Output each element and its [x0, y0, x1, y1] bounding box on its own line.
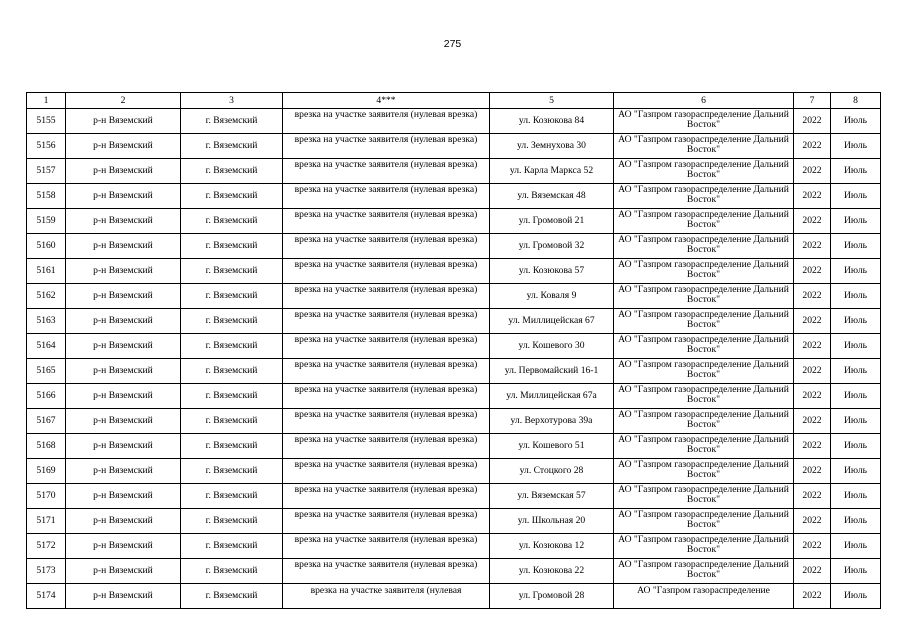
data-table — [26, 92, 881, 609]
organization-cell — [614, 434, 794, 459]
work-type-cell — [283, 284, 490, 309]
work-type-text: врезка на участке заявителя (нулевая врезка) — [294, 409, 478, 420]
month-cell: Июль — [831, 334, 881, 359]
district-cell: р-н Вяземский — [66, 484, 181, 509]
organization-text: АО "Газпром газораспределение Дальний Восток" — [618, 384, 789, 405]
year-cell: 2022 — [794, 334, 831, 359]
table-row — [27, 209, 881, 234]
address-cell: ул. Козюкова 57 — [490, 259, 614, 284]
row-number-cell: 5173 — [27, 559, 66, 584]
header-cell: 1 — [27, 93, 66, 109]
row-number-cell: 5160 — [27, 234, 66, 259]
district-cell: р-н Вяземский — [66, 159, 181, 184]
address-cell: ул. Козюкова 22 — [490, 559, 614, 584]
month-cell: Июль — [831, 534, 881, 559]
work-type-text: врезка на участке заявителя (нулевая врезка) — [294, 234, 478, 245]
header-cell: 6 — [614, 93, 794, 109]
address-cell: ул. Вяземская 57 — [490, 484, 614, 509]
month-cell: Июль — [831, 384, 881, 409]
city-cell: г. Вяземский — [181, 409, 283, 434]
month-cell: Июль — [831, 434, 881, 459]
row-number-cell: 5167 — [27, 409, 66, 434]
month-cell: Июль — [831, 159, 881, 184]
row-number-cell: 5171 — [27, 509, 66, 534]
row-number-cell: 5168 — [27, 434, 66, 459]
year-cell: 2022 — [794, 434, 831, 459]
work-type-cell — [283, 309, 490, 334]
organization-text: АО "Газпром газораспределение Дальний Восток" — [618, 159, 789, 180]
work-type-cell — [283, 259, 490, 284]
address-cell: ул. Козюкова 12 — [490, 534, 614, 559]
table-row — [27, 184, 881, 209]
district-cell: р-н Вяземский — [66, 234, 181, 259]
organization-cell — [614, 509, 794, 534]
year-cell: 2022 — [794, 259, 831, 284]
page-number: 275 — [443, 38, 462, 50]
organization-cell — [614, 234, 794, 259]
month-cell: Июль — [831, 484, 881, 509]
year-cell: 2022 — [794, 584, 831, 609]
district-cell: р-н Вяземский — [66, 309, 181, 334]
organization-cell — [614, 459, 794, 484]
year-cell: 2022 — [794, 209, 831, 234]
row-number-cell: 5164 — [27, 334, 66, 359]
table-row — [27, 484, 881, 509]
organization-cell — [614, 534, 794, 559]
header-cell: 4*** — [283, 93, 490, 109]
address-cell: ул. Земнухова 30 — [490, 134, 614, 159]
district-cell: р-н Вяземский — [66, 259, 181, 284]
table-row — [27, 509, 881, 534]
organization-text: АО "Газпром газораспределение Дальний Восток" — [618, 359, 789, 380]
organization-cell — [614, 209, 794, 234]
organization-cell — [614, 159, 794, 184]
district-cell: р-н Вяземский — [66, 134, 181, 159]
year-cell: 2022 — [794, 409, 831, 434]
header-cell: 8 — [831, 93, 881, 109]
address-cell: ул. Громовой 28 — [490, 584, 614, 609]
address-cell: ул. Карла Маркса 52 — [490, 159, 614, 184]
work-type-cell — [283, 109, 490, 134]
month-cell: Июль — [831, 259, 881, 284]
district-cell: р-н Вяземский — [66, 584, 181, 609]
city-cell: г. Вяземский — [181, 534, 283, 559]
header-cell: 5 — [490, 93, 614, 109]
organization-cell — [614, 384, 794, 409]
work-type-cell — [283, 409, 490, 434]
table-row — [27, 334, 881, 359]
city-cell: г. Вяземский — [181, 384, 283, 409]
organization-cell — [614, 134, 794, 159]
organization-text: АО "Газпром газораспределение Дальний Восток" — [618, 259, 789, 280]
work-type-cell — [283, 209, 490, 234]
organization-text: АО "Газпром газораспределение Дальний Восток" — [618, 234, 789, 255]
work-type-cell — [283, 484, 490, 509]
organization-text: АО "Газпром газораспределение Дальний Восток" — [618, 509, 789, 530]
organization-text: АО "Газпром газораспределение Дальний Восток" — [618, 309, 789, 330]
work-type-cell — [283, 384, 490, 409]
district-cell: р-н Вяземский — [66, 384, 181, 409]
work-type-cell — [283, 509, 490, 534]
work-type-text: врезка на участке заявителя (нулевая врезка) — [294, 184, 478, 195]
row-number-cell: 5162 — [27, 284, 66, 309]
row-number-cell: 5170 — [27, 484, 66, 509]
work-type-text: врезка на участке заявителя (нулевая врезка) — [294, 359, 478, 370]
header-row — [27, 93, 881, 109]
address-cell: ул. Первомайский 16-1 — [490, 359, 614, 384]
month-cell: Июль — [831, 409, 881, 434]
city-cell: г. Вяземский — [181, 209, 283, 234]
work-type-cell — [283, 459, 490, 484]
row-number-cell: 5157 — [27, 159, 66, 184]
organization-cell — [614, 184, 794, 209]
work-type-text: врезка на участке заявителя (нулевая врезка) — [294, 159, 478, 170]
city-cell: г. Вяземский — [181, 509, 283, 534]
year-cell: 2022 — [794, 134, 831, 159]
city-cell: г. Вяземский — [181, 559, 283, 584]
organization-cell — [614, 484, 794, 509]
month-cell: Июль — [831, 584, 881, 609]
table-row — [27, 384, 881, 409]
address-cell: ул. Кошевого 51 — [490, 434, 614, 459]
year-cell: 2022 — [794, 284, 831, 309]
district-cell: р-н Вяземский — [66, 209, 181, 234]
work-type-cell — [283, 134, 490, 159]
district-cell: р-н Вяземский — [66, 284, 181, 309]
month-cell: Июль — [831, 209, 881, 234]
organization-cell — [614, 109, 794, 134]
work-type-text: врезка на участке заявителя (нулевая врезка) — [294, 309, 478, 320]
work-type-text: врезка на участке заявителя (нулевая врезка) — [294, 109, 478, 120]
month-cell: Июль — [831, 184, 881, 209]
year-cell: 2022 — [794, 534, 831, 559]
organization-text: АО "Газпром газораспределение Дальний Восток" — [618, 109, 789, 130]
header-cell: 7 — [794, 93, 831, 109]
table-row — [27, 434, 881, 459]
work-type-text: врезка на участке заявителя (нулевая врезка) — [294, 259, 478, 270]
district-cell: р-н Вяземский — [66, 534, 181, 559]
work-type-cell — [283, 584, 490, 609]
row-number-cell: 5158 — [27, 184, 66, 209]
district-cell: р-н Вяземский — [66, 109, 181, 134]
work-type-cell — [283, 359, 490, 384]
row-number-cell: 5155 — [27, 109, 66, 134]
work-type-text: врезка на участке заявителя (нулевая врезка) — [294, 534, 478, 545]
row-number-cell: 5163 — [27, 309, 66, 334]
work-type-text: врезка на участке заявителя (нулевая врезка) — [294, 434, 478, 445]
year-cell: 2022 — [794, 234, 831, 259]
table-row — [27, 134, 881, 159]
table-row — [27, 284, 881, 309]
work-type-cell — [283, 434, 490, 459]
city-cell: г. Вяземский — [181, 584, 283, 609]
work-type-cell — [283, 559, 490, 584]
header-cell: 2 — [66, 93, 181, 109]
organization-cell — [614, 284, 794, 309]
district-cell: р-н Вяземский — [66, 334, 181, 359]
table-row — [27, 409, 881, 434]
year-cell: 2022 — [794, 384, 831, 409]
address-cell: ул. Козюкова 84 — [490, 109, 614, 134]
year-cell: 2022 — [794, 459, 831, 484]
work-type-cell — [283, 234, 490, 259]
city-cell: г. Вяземский — [181, 434, 283, 459]
work-type-text: врезка на участке заявителя (нулевая врезка) — [294, 509, 478, 520]
work-type-cell — [283, 534, 490, 559]
address-cell: ул. Верхотурова 39а — [490, 409, 614, 434]
row-number-cell: 5174 — [27, 584, 66, 609]
row-number-cell: 5165 — [27, 359, 66, 384]
row-number-cell: 5156 — [27, 134, 66, 159]
address-cell: ул. Коваля 9 — [490, 284, 614, 309]
district-cell: р-н Вяземский — [66, 434, 181, 459]
address-cell: ул. Вяземская 48 — [490, 184, 614, 209]
work-type-text: врезка на участке заявителя (нулевая врезка) — [294, 384, 478, 395]
address-cell: ул. Кошевого 30 — [490, 334, 614, 359]
city-cell: г. Вяземский — [181, 334, 283, 359]
work-type-text: врезка на участке заявителя (нулевая врезка) — [294, 209, 478, 220]
table-row — [27, 534, 881, 559]
month-cell: Июль — [831, 234, 881, 259]
address-cell: ул. Громовой 32 — [490, 234, 614, 259]
district-cell: р-н Вяземский — [66, 509, 181, 534]
organization-text: АО "Газпром газораспределение — [637, 585, 770, 596]
organization-text: АО "Газпром газораспределение Дальний Восток" — [618, 334, 789, 355]
city-cell: г. Вяземский — [181, 109, 283, 134]
row-number-cell: 5172 — [27, 534, 66, 559]
organization-text: АО "Газпром газораспределение Дальний Восток" — [618, 459, 789, 480]
organization-text: АО "Газпром газораспределение Дальний Восток" — [618, 209, 789, 230]
work-type-cell — [283, 334, 490, 359]
year-cell: 2022 — [794, 159, 831, 184]
organization-text: АО "Газпром газораспределение Дальний Восток" — [618, 184, 789, 205]
address-cell: ул. Школьная 20 — [490, 509, 614, 534]
address-cell: ул. Стоцкого 28 — [490, 459, 614, 484]
organization-text: АО "Газпром газораспределение Дальний Восток" — [618, 534, 789, 555]
row-number-cell: 5159 — [27, 209, 66, 234]
district-cell: р-н Вяземский — [66, 459, 181, 484]
year-cell: 2022 — [794, 359, 831, 384]
city-cell: г. Вяземский — [181, 284, 283, 309]
organization-cell — [614, 359, 794, 384]
table-row — [27, 459, 881, 484]
work-type-text: врезка на участке заявителя (нулевая врезка) — [294, 134, 478, 145]
organization-cell — [614, 309, 794, 334]
table-row — [27, 359, 881, 384]
year-cell: 2022 — [794, 559, 831, 584]
work-type-text: врезка на участке заявителя (нулевая врезка) — [294, 284, 478, 295]
month-cell: Июль — [831, 134, 881, 159]
work-type-text: врезка на участке заявителя (нулевая врезка) — [294, 459, 478, 470]
city-cell: г. Вяземский — [181, 134, 283, 159]
year-cell: 2022 — [794, 484, 831, 509]
row-number-cell: 5166 — [27, 384, 66, 409]
work-type-cell — [283, 184, 490, 209]
month-cell: Июль — [831, 459, 881, 484]
table-row — [27, 109, 881, 134]
work-type-cell — [283, 159, 490, 184]
city-cell: г. Вяземский — [181, 309, 283, 334]
month-cell: Июль — [831, 309, 881, 334]
table-row — [27, 159, 881, 184]
table-body — [27, 109, 881, 609]
work-type-text: врезка на участке заявителя (нулевая — [310, 585, 462, 596]
city-cell: г. Вяземский — [181, 184, 283, 209]
organization-cell — [614, 334, 794, 359]
work-type-text: врезка на участке заявителя (нулевая врезка) — [294, 334, 478, 345]
organization-text: АО "Газпром газораспределение Дальний Восток" — [618, 409, 789, 430]
work-type-text: врезка на участке заявителя (нулевая врезка) — [294, 484, 478, 495]
row-number-cell: 5169 — [27, 459, 66, 484]
table-row — [27, 234, 881, 259]
month-cell: Июль — [831, 109, 881, 134]
address-cell: ул. Громовой 21 — [490, 209, 614, 234]
organization-cell — [614, 409, 794, 434]
address-cell: ул. Миллицейская 67а — [490, 384, 614, 409]
district-cell: р-н Вяземский — [66, 359, 181, 384]
month-cell: Июль — [831, 559, 881, 584]
district-cell: р-н Вяземский — [66, 559, 181, 584]
organization-text: АО "Газпром газораспределение Дальний Восток" — [618, 134, 789, 155]
district-cell: р-н Вяземский — [66, 184, 181, 209]
month-cell: Июль — [831, 509, 881, 534]
organization-text: АО "Газпром газораспределение Дальний Восток" — [618, 484, 789, 505]
city-cell: г. Вяземский — [181, 234, 283, 259]
table-row — [27, 309, 881, 334]
organization-cell — [614, 259, 794, 284]
city-cell: г. Вяземский — [181, 459, 283, 484]
organization-text: АО "Газпром газораспределение Дальний Восток" — [618, 559, 789, 580]
year-cell: 2022 — [794, 309, 831, 334]
organization-cell — [614, 584, 794, 609]
year-cell: 2022 — [794, 109, 831, 134]
city-cell: г. Вяземский — [181, 259, 283, 284]
city-cell: г. Вяземский — [181, 159, 283, 184]
year-cell: 2022 — [794, 184, 831, 209]
city-cell: г. Вяземский — [181, 484, 283, 509]
table-row — [27, 559, 881, 584]
organization-cell — [614, 559, 794, 584]
header-cell: 3 — [181, 93, 283, 109]
year-cell: 2022 — [794, 509, 831, 534]
month-cell: Июль — [831, 359, 881, 384]
organization-text: АО "Газпром газораспределение Дальний Восток" — [618, 284, 789, 305]
district-cell: р-н Вяземский — [66, 409, 181, 434]
work-type-text: врезка на участке заявителя (нулевая врезка) — [294, 559, 478, 570]
address-cell: ул. Миллицейская 67 — [490, 309, 614, 334]
city-cell: г. Вяземский — [181, 359, 283, 384]
table-row — [27, 259, 881, 284]
month-cell: Июль — [831, 284, 881, 309]
table-row — [27, 584, 881, 609]
organization-text: АО "Газпром газораспределение Дальний Восток" — [618, 434, 789, 455]
row-number-cell: 5161 — [27, 259, 66, 284]
